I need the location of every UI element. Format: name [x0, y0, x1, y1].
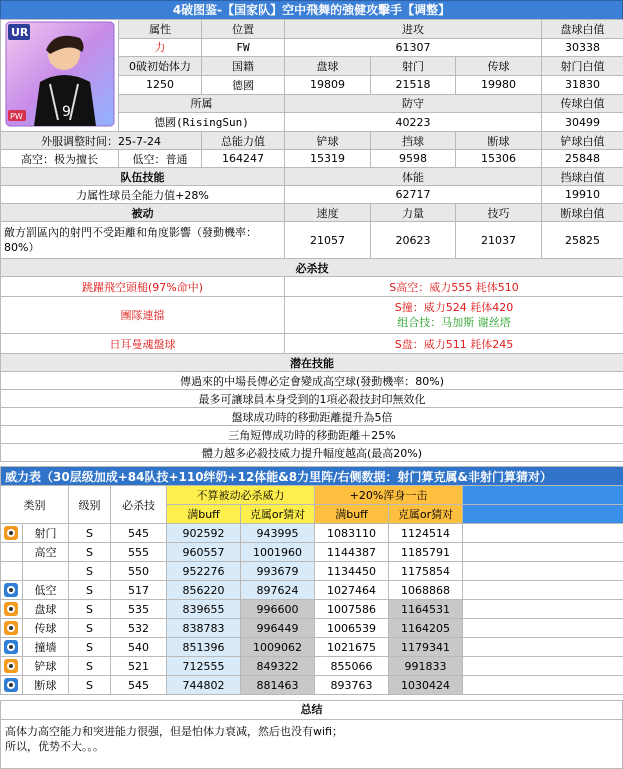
sub1-header: 满buff	[315, 505, 389, 524]
counter-boost-value: 1164205	[389, 619, 463, 638]
empty-cell	[463, 562, 623, 581]
full-buff-value: 856220	[167, 581, 241, 600]
special-move-name: 團隊連擋	[1, 297, 285, 334]
full-buff-boost-value: 1021675	[315, 638, 389, 657]
speed-header: 速度	[285, 204, 371, 222]
latent-item: 傳過來的中場長傳必定會變成高空球(發動機率：80%)	[1, 372, 623, 390]
summary-line: 所以，优势不大。。。	[5, 739, 618, 754]
defense-header: 防守	[285, 94, 542, 113]
level-cell: S	[69, 657, 111, 676]
full-buff-boost-value: 1083110	[315, 524, 389, 543]
category-icon-cell	[1, 600, 23, 619]
power-header: 力量	[371, 204, 456, 222]
full-buff-value: 712555	[167, 657, 241, 676]
tackle-white-value: 25825	[542, 222, 623, 259]
slide-value: 15319	[285, 150, 371, 168]
latent-item: 三角短傳成功時的移動距離＋25%	[1, 426, 623, 444]
full-buff-value: 851396	[167, 638, 241, 657]
counter-boost-value: 1164531	[389, 600, 463, 619]
empty-cell	[463, 638, 623, 657]
level-cell: S	[69, 581, 111, 600]
category-icon-cell	[1, 524, 23, 543]
category-icon-cell	[1, 638, 23, 657]
counter-value: 881463	[241, 676, 315, 695]
counter-boost-value: 1068868	[389, 581, 463, 600]
special-move-desc: S盘：威力511 耗体245	[285, 334, 623, 354]
slide-header: 铲球	[285, 132, 371, 150]
col-type-header: 类别	[1, 486, 69, 524]
passive-text: 敵方罰區內的射門不受距離和角度影響（發動機率：80%）	[1, 222, 285, 259]
category-label: 传球	[23, 619, 69, 638]
latent-item: 最多可讓球員本身受到的1項必殺技封印無效化	[1, 390, 623, 408]
empty-cell	[463, 676, 623, 695]
blue-header-cell	[463, 505, 623, 524]
pass-white-header: 传球白值	[542, 94, 623, 113]
full-buff-value: 838783	[167, 619, 241, 638]
summary-line: 高体力高空能力和突进能力很强，但是怕体力衰减，然后也没有wifi；	[5, 724, 618, 739]
shoot-icon	[4, 526, 18, 540]
empty-cell	[463, 524, 623, 543]
table-row	[1, 524, 623, 543]
pass-white-value: 30499	[542, 113, 623, 132]
update-date: 外服调整时间：25-7-24	[1, 132, 202, 150]
skill-power-cell: 521	[111, 657, 167, 676]
empty-cell	[463, 581, 623, 600]
block-header: 挡球	[371, 132, 456, 150]
latent-title: 潜在技能	[1, 354, 623, 372]
tackle-white-header: 断球白值	[542, 204, 623, 222]
attr-value: 力	[119, 38, 202, 57]
latent-item: 體力越多必殺技威力提升幅度越高(最高20%)	[1, 444, 623, 462]
block-icon	[4, 640, 18, 654]
counter-boost-value: 1179341	[389, 638, 463, 657]
position-header: 位置	[202, 20, 285, 39]
slide-white-header: 铲球白值	[542, 132, 623, 150]
shoot-white-header: 射门白值	[542, 57, 623, 76]
full-buff-boost-value: 855066	[315, 657, 389, 676]
counter-value: 996600	[241, 600, 315, 619]
block-white-header: 挡球白值	[542, 168, 623, 186]
high-air-aptitude: 高空：极为擅长	[1, 150, 119, 168]
init-stamina-value: 1250	[119, 75, 202, 94]
group2-header: +20%浑身一击	[315, 486, 463, 505]
summary-title: 总结	[1, 701, 622, 720]
skill-power-cell: 532	[111, 619, 167, 638]
special-move-desc	[285, 297, 623, 334]
nationality-value: 德國	[202, 75, 285, 94]
defense-value: 40223	[285, 113, 542, 132]
counter-value: 996449	[241, 619, 315, 638]
group1-header: 不算被动必杀威力	[167, 486, 315, 505]
attack-value: 61307	[285, 38, 542, 57]
category-icon-cell	[1, 543, 23, 562]
category-label: 盘球	[23, 600, 69, 619]
position-value: FW	[202, 38, 285, 57]
full-buff-boost-value: 1006539	[315, 619, 389, 638]
dribble-icon	[4, 602, 18, 616]
full-buff-boost-value: 893763	[315, 676, 389, 695]
table-row	[1, 619, 623, 638]
counter-value: 943995	[241, 524, 315, 543]
counter-value: 849322	[241, 657, 315, 676]
sub2-header: 克属or猜对	[241, 505, 315, 524]
total-power-value: 164247	[202, 150, 285, 168]
counter-value: 1009062	[241, 638, 315, 657]
low-air-aptitude: 低空：普通	[119, 150, 202, 168]
team-skill-title: 队伍技能	[1, 168, 285, 186]
category-icon-cell	[1, 581, 23, 600]
dribble-value: 19809	[285, 75, 371, 94]
attack-header: 进攻	[285, 20, 542, 39]
special-move-effect: S撞：威力524 耗体420	[285, 300, 623, 315]
speed-value: 21057	[285, 222, 371, 259]
player-stats-table	[0, 19, 623, 462]
col-skill-header: 必杀技	[111, 486, 167, 524]
category-label: 铲球	[23, 657, 69, 676]
attribute-tag: PW	[10, 112, 23, 121]
full-buff-value: 952276	[167, 562, 241, 581]
skill-power-cell: 555	[111, 543, 167, 562]
table-row	[1, 562, 623, 581]
special-move-name: 日耳曼魂盤球	[1, 334, 285, 354]
full-buff-value: 902592	[167, 524, 241, 543]
blue-header-cell	[463, 486, 623, 505]
full-buff-boost-value: 1144387	[315, 543, 389, 562]
counter-value: 897624	[241, 581, 315, 600]
category-label: 高空	[23, 543, 69, 562]
jersey-number: 9	[62, 104, 71, 120]
counter-boost-value: 991833	[389, 657, 463, 676]
latent-item: 盤球成功時的移動距離提升為5倍	[1, 408, 623, 426]
shoot-header: 射门	[371, 57, 456, 76]
sub2-header: 克属or猜对	[389, 505, 463, 524]
table-row	[1, 543, 623, 562]
category-label: 射门	[23, 524, 69, 543]
full-buff-value: 744802	[167, 676, 241, 695]
category-icon-cell	[1, 562, 23, 581]
skill-power-cell: 545	[111, 524, 167, 543]
category-label	[23, 562, 69, 581]
full-buff-boost-value: 1027464	[315, 581, 389, 600]
full-buff-value: 960557	[167, 543, 241, 562]
full-buff-value: 839655	[167, 600, 241, 619]
affiliation-header: 所属	[119, 94, 285, 113]
combo-skill: 组合技：马加斯 谢丝塔	[285, 315, 623, 330]
attr-header: 属性	[119, 20, 202, 39]
skill-power-cell: 545	[111, 676, 167, 695]
dribble-white-header: 盘球白值	[542, 20, 623, 39]
skill-power-cell: 517	[111, 581, 167, 600]
counter-value: 993679	[241, 562, 315, 581]
special-move-name: 跳躍飛空頭槌(97%命中)	[1, 277, 285, 297]
category-icon-cell	[1, 676, 23, 695]
category-label: 低空	[23, 581, 69, 600]
full-buff-boost-value: 1134450	[315, 562, 389, 581]
slide-tackle-icon	[4, 659, 18, 673]
skill-value: 21037	[456, 222, 542, 259]
special-title: 必杀技	[1, 259, 623, 277]
level-cell: S	[69, 543, 111, 562]
player-card-image	[4, 20, 116, 128]
table-row	[1, 638, 623, 657]
pass-header: 传球	[456, 57, 542, 76]
tackle-icon	[4, 678, 18, 692]
empty-cell	[463, 543, 623, 562]
pass-icon	[4, 621, 18, 635]
category-icon-cell	[1, 619, 23, 638]
block-white-value: 19910	[542, 186, 623, 204]
team-skill-text: 力属性球员全能力值+28%	[1, 186, 285, 204]
stamina-header: 体能	[285, 168, 542, 186]
power-value: 20623	[371, 222, 456, 259]
block-value: 9598	[371, 150, 456, 168]
level-cell: S	[69, 676, 111, 695]
level-cell: S	[69, 562, 111, 581]
sub1-header: 满buff	[167, 505, 241, 524]
slide-white-value: 25848	[542, 150, 623, 168]
level-cell: S	[69, 638, 111, 657]
low-air-icon	[4, 583, 18, 597]
level-cell: S	[69, 619, 111, 638]
summary-body	[1, 720, 622, 768]
counter-boost-value: 1124514	[389, 524, 463, 543]
empty-cell	[463, 600, 623, 619]
full-buff-boost-value: 1007586	[315, 600, 389, 619]
stamina-value: 62717	[285, 186, 542, 204]
category-label: 断球	[23, 676, 69, 695]
pass-value: 19980	[456, 75, 542, 94]
dribble-header: 盘球	[285, 57, 371, 76]
page-banner: 4破图鉴-【国家队】空中飛舞的強健攻擊手【调整】	[0, 0, 623, 20]
category-label: 撞墙	[23, 638, 69, 657]
skill-power-cell: 540	[111, 638, 167, 657]
nationality-header: 国籍	[202, 57, 285, 76]
skill-header: 技巧	[456, 204, 542, 222]
tackle-header: 断球	[456, 132, 542, 150]
power-table-title: 威力表（30层级加成+84队技+110绊奶+12体能&8力里阵/右侧数据：射门算克属&非射门算猜对）	[1, 467, 623, 486]
level-cell: S	[69, 600, 111, 619]
shoot-white-value: 31830	[542, 75, 623, 94]
power-table	[0, 466, 623, 695]
category-icon-cell	[1, 657, 23, 676]
affiliation-value: 德國(RisingSun)	[119, 113, 285, 132]
table-row	[1, 581, 623, 600]
table-row	[1, 676, 623, 695]
passive-title: 被动	[1, 204, 285, 222]
table-row	[1, 600, 623, 619]
empty-cell	[463, 657, 623, 676]
special-move-desc: S高空：威力555 耗体510	[285, 277, 623, 297]
init-stamina-header: 0破初始体力	[119, 57, 202, 76]
skill-power-cell: 535	[111, 600, 167, 619]
level-cell: S	[69, 524, 111, 543]
dribble-white-value: 30338	[542, 38, 623, 57]
empty-cell	[463, 619, 623, 638]
total-power-header: 总能力值	[202, 132, 285, 150]
summary-box	[0, 700, 623, 769]
counter-boost-value: 1185791	[389, 543, 463, 562]
skill-power-cell: 550	[111, 562, 167, 581]
tackle-value: 15306	[456, 150, 542, 168]
shoot-value: 21518	[371, 75, 456, 94]
col-level-header: 级别	[69, 486, 111, 524]
player-card[interactable]	[1, 20, 119, 132]
counter-boost-value: 1030424	[389, 676, 463, 695]
counter-boost-value: 1175854	[389, 562, 463, 581]
power-rows	[1, 524, 623, 695]
rarity-badge: UR	[11, 26, 29, 39]
table-row	[1, 657, 623, 676]
counter-value: 1001960	[241, 543, 315, 562]
